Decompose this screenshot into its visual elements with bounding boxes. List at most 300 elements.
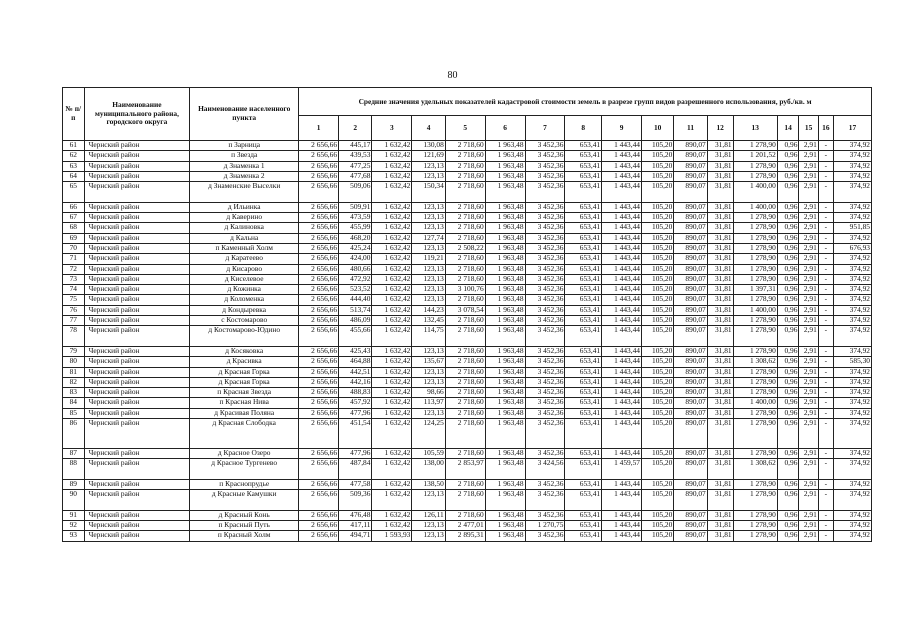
value-cell-col-3: 1 632,42: [372, 274, 412, 284]
value-cell-col-9: 1 443,44: [602, 161, 642, 171]
settlement-cell: д Красивка: [190, 357, 299, 367]
value-cell-col-5: 2 718,60: [445, 377, 485, 387]
value-cell-col-14: 0,96: [777, 346, 799, 356]
value-cell-col-10: 105,20: [641, 151, 673, 161]
value-cell-col-11: 890,07: [674, 223, 707, 233]
value-cell-col-16: -: [818, 233, 833, 243]
table-row: [63, 151, 872, 161]
value-cell-col-2: 457,92: [339, 398, 372, 408]
value-cell-col-16: -: [818, 479, 833, 489]
value-cell-col-16: -: [818, 346, 833, 356]
value-cell-col-4: 123,13: [412, 202, 445, 212]
table-body: [63, 141, 872, 542]
value-cell-col-16: -: [818, 254, 833, 264]
value-cell-col-6: 1 963,48: [485, 367, 525, 377]
value-cell-col-7: 3 452,36: [525, 182, 565, 203]
value-cell-col-15: 2,91: [799, 223, 818, 233]
district-cell: Чернский район: [84, 367, 190, 377]
value-cell-col-2: 494,71: [339, 531, 372, 541]
value-cell-col-15: 2,91: [799, 398, 818, 408]
value-cell-col-6: 1 963,48: [485, 202, 525, 212]
value-cell-col-12: 31,81: [707, 531, 733, 541]
value-cell-col-9: 1 443,44: [602, 295, 642, 305]
value-cell-col-12: 31,81: [707, 408, 733, 418]
district-cell: Чернский район: [84, 254, 190, 264]
value-cell-col-11: 890,07: [674, 521, 707, 531]
value-cell-col-16: -: [818, 377, 833, 387]
district-cell: Чернский район: [84, 141, 190, 151]
value-cell-col-1: 2 656,66: [299, 479, 339, 489]
value-cell-col-10: 105,20: [641, 243, 673, 253]
value-cell-col-10: 105,20: [641, 449, 673, 459]
value-cell-col-12: 31,81: [707, 295, 733, 305]
value-cell-col-16: -: [818, 182, 833, 203]
value-cell-col-7: 3 452,36: [525, 408, 565, 418]
value-cell-col-9: 1 443,44: [602, 357, 642, 367]
value-cell-col-17: 374,92: [833, 377, 871, 387]
value-cell-col-2: 509,06: [339, 182, 372, 203]
value-cell-col-17: 374,92: [833, 274, 871, 284]
district-cell: Чернский район: [84, 285, 190, 295]
value-cell-col-10: 105,20: [641, 346, 673, 356]
value-cell-col-5: 2 718,60: [445, 357, 485, 367]
value-cell-col-8: 653,41: [565, 521, 602, 531]
value-cell-col-8: 653,41: [565, 305, 602, 315]
value-cell-col-2: 513,74: [339, 305, 372, 315]
value-cell-col-4: 123,13: [412, 346, 445, 356]
value-cell-col-13: 1 278,90: [733, 161, 777, 171]
value-cell-col-6: 1 963,48: [485, 141, 525, 151]
value-cell-col-1: 2 656,66: [299, 254, 339, 264]
value-cell-col-5: 2 718,60: [445, 151, 485, 161]
value-cell-col-5: 2 718,60: [445, 326, 485, 347]
value-cell-col-4: 127,74: [412, 233, 445, 243]
value-cell-col-13: 1 278,90: [733, 377, 777, 387]
value-cell-col-6: 1 963,48: [485, 295, 525, 305]
value-cell-col-7: 3 452,36: [525, 274, 565, 284]
settlement-cell: п Каменный Холм: [190, 243, 299, 253]
value-cell-col-13: 1 278,90: [733, 316, 777, 326]
value-cell-col-13: 1 278,90: [733, 408, 777, 418]
value-cell-col-11: 890,07: [674, 531, 707, 541]
value-cell-col-5: 2 718,60: [445, 346, 485, 356]
value-cell-col-4: 130,08: [412, 141, 445, 151]
value-cell-col-4: 123,13: [412, 521, 445, 531]
value-cell-col-2: 473,59: [339, 213, 372, 223]
value-cell-col-7: 3 452,36: [525, 233, 565, 243]
settlement-cell: д Каверино: [190, 213, 299, 223]
value-cell-col-1: 2 656,66: [299, 285, 339, 295]
value-cell-col-13: 1 278,90: [733, 223, 777, 233]
value-cell-col-11: 890,07: [674, 243, 707, 253]
settlement-cell: д Кальна: [190, 233, 299, 243]
value-cell-col-12: 31,81: [707, 274, 733, 284]
value-cell-col-1: 2 656,66: [299, 346, 339, 356]
value-cell-col-13: 1 278,90: [733, 479, 777, 489]
value-cell-col-17: 374,92: [833, 285, 871, 295]
value-cell-col-17: 374,92: [833, 479, 871, 489]
value-cell-col-11: 890,07: [674, 202, 707, 212]
district-cell: Чернский район: [84, 151, 190, 161]
value-cell-col-17: 374,92: [833, 161, 871, 171]
value-cell-col-3: 1 632,42: [372, 490, 412, 511]
value-cell-col-16: -: [818, 223, 833, 233]
value-cell-col-7: 3 452,36: [525, 295, 565, 305]
value-cell-col-13: 1 278,90: [733, 531, 777, 541]
value-cell-col-11: 890,07: [674, 479, 707, 489]
value-cell-col-14: 0,96: [777, 326, 799, 347]
value-cell-col-10: 105,20: [641, 305, 673, 315]
value-cell-col-12: 31,81: [707, 367, 733, 377]
value-cell-col-10: 105,20: [641, 377, 673, 387]
value-cell-col-14: 0,96: [777, 479, 799, 489]
value-cell-col-13: 1 278,90: [733, 326, 777, 347]
value-cell-col-5: 2 718,60: [445, 367, 485, 377]
row-number: 67: [63, 213, 85, 223]
settlement-cell: д Красная Слободка: [190, 419, 299, 449]
row-number: 91: [63, 510, 85, 520]
value-cell-col-1: 2 656,66: [299, 531, 339, 541]
value-cell-col-1: 2 656,66: [299, 419, 339, 449]
value-cell-col-17: 374,92: [833, 264, 871, 274]
value-cell-col-9: 1 443,44: [602, 346, 642, 356]
value-cell-col-11: 890,07: [674, 295, 707, 305]
value-cell-col-10: 105,20: [641, 510, 673, 520]
value-cell-col-1: 2 656,66: [299, 367, 339, 377]
settlement-cell: д Косяковка: [190, 346, 299, 356]
value-cell-col-7: 3 424,56: [525, 459, 565, 480]
value-cell-col-17: 374,92: [833, 490, 871, 511]
value-cell-col-4: 123,13: [412, 490, 445, 511]
value-cell-col-2: 488,83: [339, 388, 372, 398]
value-cell-col-1: 2 656,66: [299, 449, 339, 459]
value-cell-col-15: 2,91: [799, 510, 818, 520]
settlement-cell: д Костомарово-Юдино: [190, 326, 299, 347]
table-row: [63, 316, 872, 326]
value-cell-col-7: 3 452,36: [525, 316, 565, 326]
value-cell-col-17: 374,92: [833, 202, 871, 212]
header-settlement: Наименование населенного пункта: [190, 88, 299, 141]
value-cell-col-11: 890,07: [674, 346, 707, 356]
row-number: 71: [63, 254, 85, 264]
settlement-cell: д Киселевое: [190, 274, 299, 284]
value-cell-col-9: 1 443,44: [602, 316, 642, 326]
settlement-cell: д Калиновка: [190, 223, 299, 233]
header-column-number: 2: [339, 116, 372, 141]
value-cell-col-6: 1 963,48: [485, 243, 525, 253]
value-cell-col-12: 31,81: [707, 233, 733, 243]
value-cell-col-6: 1 963,48: [485, 171, 525, 181]
value-cell-col-6: 1 963,48: [485, 223, 525, 233]
value-cell-col-13: 1 308,62: [733, 459, 777, 480]
header-row-number: № п/п: [63, 88, 85, 141]
value-cell-col-10: 105,20: [641, 233, 673, 243]
row-number: 68: [63, 223, 85, 233]
value-cell-col-11: 890,07: [674, 398, 707, 408]
district-cell: Чернский район: [84, 305, 190, 315]
value-cell-col-4: 123,13: [412, 213, 445, 223]
district-cell: Чернский район: [84, 223, 190, 233]
value-cell-col-17: 374,92: [833, 233, 871, 243]
value-cell-col-16: -: [818, 449, 833, 459]
value-cell-col-17: 374,92: [833, 367, 871, 377]
value-cell-col-12: 31,81: [707, 510, 733, 520]
value-cell-col-6: 1 963,48: [485, 151, 525, 161]
value-cell-col-2: 523,52: [339, 285, 372, 295]
district-cell: Чернский район: [84, 243, 190, 253]
row-number: 74: [63, 285, 85, 295]
value-cell-col-5: 3 100,76: [445, 285, 485, 295]
value-cell-col-9: 1 443,44: [602, 367, 642, 377]
value-cell-col-7: 3 452,36: [525, 531, 565, 541]
value-cell-col-9: 1 443,44: [602, 531, 642, 541]
value-cell-col-3: 1 632,42: [372, 419, 412, 449]
value-cell-col-1: 2 656,66: [299, 408, 339, 418]
value-cell-col-3: 1 632,42: [372, 357, 412, 367]
value-cell-col-4: 144,23: [412, 305, 445, 315]
value-cell-col-2: 480,66: [339, 264, 372, 274]
value-cell-col-9: 1 459,57: [602, 459, 642, 480]
value-cell-col-16: -: [818, 264, 833, 274]
value-cell-col-13: 1 278,90: [733, 367, 777, 377]
value-cell-col-1: 2 656,66: [299, 151, 339, 161]
row-number: 87: [63, 449, 85, 459]
value-cell-col-16: -: [818, 243, 833, 253]
value-cell-col-14: 0,96: [777, 295, 799, 305]
value-cell-col-8: 653,41: [565, 213, 602, 223]
district-cell: Чернский район: [84, 521, 190, 531]
value-cell-col-1: 2 656,66: [299, 459, 339, 480]
value-cell-col-6: 1 963,48: [485, 305, 525, 315]
value-cell-col-4: 123,13: [412, 274, 445, 284]
value-cell-col-16: -: [818, 510, 833, 520]
district-cell: Чернский район: [84, 326, 190, 347]
value-cell-col-6: 1 963,48: [485, 459, 525, 480]
value-cell-col-10: 105,20: [641, 490, 673, 511]
value-cell-col-4: 123,13: [412, 223, 445, 233]
value-cell-col-3: 1 632,42: [372, 182, 412, 203]
value-cell-col-4: 121,69: [412, 151, 445, 161]
value-cell-col-5: 2 718,60: [445, 316, 485, 326]
table-row: [63, 479, 872, 489]
value-cell-col-14: 0,96: [777, 510, 799, 520]
row-number: 64: [63, 171, 85, 181]
value-cell-col-2: 439,53: [339, 151, 372, 161]
value-cell-col-9: 1 443,44: [602, 285, 642, 295]
value-cell-col-13: 1 278,90: [733, 254, 777, 264]
header-column-number: 3: [372, 116, 412, 141]
value-cell-col-11: 890,07: [674, 264, 707, 274]
value-cell-col-6: 1 963,48: [485, 419, 525, 449]
value-cell-col-7: 3 452,36: [525, 141, 565, 151]
value-cell-col-14: 0,96: [777, 233, 799, 243]
value-cell-col-12: 31,81: [707, 419, 733, 449]
value-cell-col-5: 2 718,60: [445, 398, 485, 408]
row-number: 63: [63, 161, 85, 171]
value-cell-col-10: 105,20: [641, 161, 673, 171]
value-cell-col-3: 1 632,42: [372, 316, 412, 326]
row-number: 61: [63, 141, 85, 151]
value-cell-col-5: 2 718,60: [445, 479, 485, 489]
value-cell-col-15: 2,91: [799, 490, 818, 511]
settlement-cell: д Красное Тургенево: [190, 459, 299, 480]
value-cell-col-12: 31,81: [707, 182, 733, 203]
row-number: 83: [63, 388, 85, 398]
value-cell-col-13: 1 278,90: [733, 510, 777, 520]
value-cell-col-7: 3 452,36: [525, 377, 565, 387]
value-cell-col-15: 2,91: [799, 346, 818, 356]
header-column-number: 4: [412, 116, 445, 141]
value-cell-col-17: 374,92: [833, 326, 871, 347]
value-cell-col-12: 31,81: [707, 161, 733, 171]
settlement-cell: д Красная Горка: [190, 367, 299, 377]
value-cell-col-2: 464,88: [339, 357, 372, 367]
value-cell-col-6: 1 963,48: [485, 264, 525, 274]
value-cell-col-9: 1 443,44: [602, 388, 642, 398]
value-cell-col-15: 2,91: [799, 151, 818, 161]
value-cell-col-5: 2 718,60: [445, 264, 485, 274]
value-cell-col-11: 890,07: [674, 326, 707, 347]
value-cell-col-4: 124,25: [412, 419, 445, 449]
district-cell: Чернский район: [84, 459, 190, 480]
value-cell-col-14: 0,96: [777, 264, 799, 274]
value-cell-col-16: -: [818, 326, 833, 347]
value-cell-col-15: 2,91: [799, 285, 818, 295]
value-cell-col-6: 1 963,48: [485, 233, 525, 243]
district-cell: Чернский район: [84, 357, 190, 367]
value-cell-col-16: -: [818, 459, 833, 480]
value-cell-col-10: 105,20: [641, 459, 673, 480]
value-cell-col-3: 1 632,42: [372, 305, 412, 315]
value-cell-col-11: 890,07: [674, 274, 707, 284]
value-cell-col-3: 1 632,42: [372, 285, 412, 295]
value-cell-col-1: 2 656,66: [299, 202, 339, 212]
value-cell-col-9: 1 443,44: [602, 398, 642, 408]
value-cell-col-16: -: [818, 285, 833, 295]
value-cell-col-16: -: [818, 305, 833, 315]
value-cell-col-4: 123,13: [412, 285, 445, 295]
value-cell-col-11: 890,07: [674, 367, 707, 377]
value-cell-col-11: 890,07: [674, 233, 707, 243]
value-cell-col-16: -: [818, 202, 833, 212]
value-cell-col-15: 2,91: [799, 388, 818, 398]
value-cell-col-6: 1 963,48: [485, 510, 525, 520]
value-cell-col-4: 123,13: [412, 367, 445, 377]
table-row: [63, 398, 872, 408]
table-row: [63, 521, 872, 531]
value-cell-col-15: 2,91: [799, 408, 818, 418]
value-cell-col-11: 890,07: [674, 357, 707, 367]
row-number: 86: [63, 419, 85, 449]
value-cell-col-10: 105,20: [641, 182, 673, 203]
district-cell: Чернский район: [84, 419, 190, 449]
value-cell-col-9: 1 443,44: [602, 151, 642, 161]
settlement-cell: п Красная Звезда: [190, 388, 299, 398]
value-cell-col-8: 653,41: [565, 141, 602, 151]
value-cell-col-5: 2 718,60: [445, 254, 485, 264]
value-cell-col-5: 2 718,60: [445, 171, 485, 181]
value-cell-col-3: 1 632,42: [372, 510, 412, 520]
value-cell-col-14: 0,96: [777, 305, 799, 315]
value-cell-col-16: -: [818, 295, 833, 305]
value-cell-col-17: 374,92: [833, 419, 871, 449]
value-cell-col-7: 3 452,36: [525, 264, 565, 274]
table-row: [63, 367, 872, 377]
value-cell-col-14: 0,96: [777, 357, 799, 367]
value-cell-col-8: 653,41: [565, 233, 602, 243]
value-cell-col-10: 105,20: [641, 408, 673, 418]
value-cell-col-13: 1 278,90: [733, 171, 777, 181]
value-cell-col-13: 1 278,90: [733, 449, 777, 459]
value-cell-col-13: 1 201,52: [733, 151, 777, 161]
value-cell-col-4: 113,97: [412, 398, 445, 408]
value-cell-col-3: 1 632,42: [372, 141, 412, 151]
value-cell-col-5: 2 718,60: [445, 510, 485, 520]
value-cell-col-13: 1 278,90: [733, 274, 777, 284]
settlement-cell: п Красный Холм: [190, 531, 299, 541]
value-cell-col-15: 2,91: [799, 171, 818, 181]
value-cell-col-3: 1 632,42: [372, 223, 412, 233]
header-column-number: 14: [777, 116, 799, 141]
value-cell-col-1: 2 656,66: [299, 274, 339, 284]
value-cell-col-5: 2 718,60: [445, 490, 485, 511]
value-cell-col-8: 653,41: [565, 408, 602, 418]
value-cell-col-3: 1 632,42: [372, 408, 412, 418]
settlement-cell: п Звезда: [190, 151, 299, 161]
value-cell-col-17: 374,92: [833, 521, 871, 531]
value-cell-col-5: 2 718,60: [445, 419, 485, 449]
row-number: 81: [63, 367, 85, 377]
value-cell-col-3: 1 632,42: [372, 243, 412, 253]
value-cell-col-16: -: [818, 151, 833, 161]
value-cell-col-11: 890,07: [674, 377, 707, 387]
value-cell-col-4: 98,66: [412, 388, 445, 398]
value-cell-col-14: 0,96: [777, 316, 799, 326]
district-cell: Чернский район: [84, 377, 190, 387]
value-cell-col-14: 0,96: [777, 274, 799, 284]
value-cell-col-13: 1 278,90: [733, 388, 777, 398]
value-cell-col-13: 1 278,90: [733, 419, 777, 449]
value-cell-col-15: 2,91: [799, 254, 818, 264]
table-row: [63, 357, 872, 367]
row-number: 78: [63, 326, 85, 347]
value-cell-col-11: 890,07: [674, 285, 707, 295]
value-cell-col-13: 1 400,00: [733, 202, 777, 212]
row-number: 66: [63, 202, 85, 212]
value-cell-col-17: 374,92: [833, 449, 871, 459]
value-cell-col-2: 486,09: [339, 316, 372, 326]
value-cell-col-2: 424,00: [339, 254, 372, 264]
table-row: [63, 408, 872, 418]
settlement-cell: д Знаменка 2: [190, 171, 299, 181]
value-cell-col-4: 138,00: [412, 459, 445, 480]
row-number: 84: [63, 398, 85, 408]
value-cell-col-9: 1 443,44: [602, 490, 642, 511]
value-cell-col-8: 653,41: [565, 490, 602, 511]
value-cell-col-3: 1 632,42: [372, 377, 412, 387]
value-cell-col-15: 2,91: [799, 305, 818, 315]
value-cell-col-1: 2 656,66: [299, 141, 339, 151]
row-number: 75: [63, 295, 85, 305]
cadastral-value-table-container: [62, 87, 872, 542]
value-cell-col-9: 1 443,44: [602, 254, 642, 264]
value-cell-col-7: 3 452,36: [525, 449, 565, 459]
value-cell-col-13: 1 278,90: [733, 243, 777, 253]
value-cell-col-13: 1 278,90: [733, 295, 777, 305]
district-cell: Чернский район: [84, 510, 190, 520]
value-cell-col-2: 442,51: [339, 367, 372, 377]
value-cell-col-5: 2 508,22: [445, 243, 485, 253]
